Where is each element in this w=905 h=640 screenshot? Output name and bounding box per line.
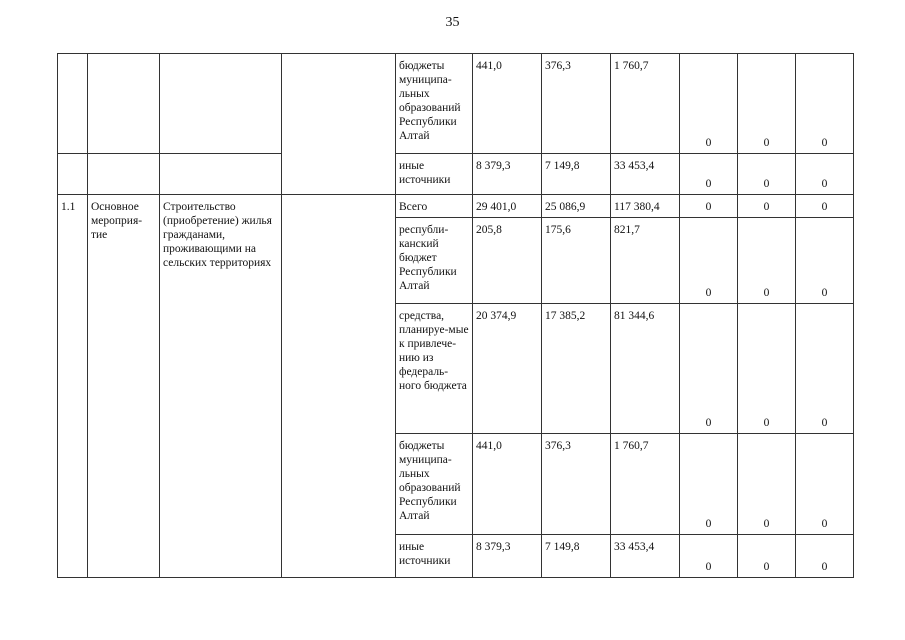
funding-source: республи-канский бюджет Республики Алтай (396, 218, 473, 304)
value-cell: 0 (680, 195, 738, 218)
measure-title: Строительство (приобретение) жилья гражданами, проживающими на сельских территориях (160, 195, 282, 578)
value-cell: 376,3 (542, 434, 611, 535)
value-cell: 1 760,7 (611, 434, 680, 535)
value-cell: 0 (738, 535, 796, 578)
value-cell: 20 374,9 (473, 304, 542, 434)
empty-cell (282, 54, 396, 195)
value-cell: 0 (796, 535, 854, 578)
empty-cell (282, 195, 396, 578)
value-cell: 821,7 (611, 218, 680, 304)
funding-source: средства, планируе-мые к привлече-нию из федераль-ного бюджета (396, 304, 473, 434)
value-cell: 0 (680, 535, 738, 578)
empty-cell (88, 154, 160, 195)
empty-cell (58, 154, 88, 195)
value-cell: 0 (796, 218, 854, 304)
empty-cell (58, 54, 88, 154)
funding-source: бюджеты муниципа-льных образований Республики Алтай (396, 54, 473, 154)
value-cell: 441,0 (473, 54, 542, 154)
empty-cell (160, 154, 282, 195)
value-cell: 117 380,4 (611, 195, 680, 218)
value-cell: 0 (680, 54, 738, 154)
value-cell: 0 (796, 195, 854, 218)
value-cell: 17 385,2 (542, 304, 611, 434)
value-cell: 7 149,8 (542, 154, 611, 195)
value-cell: 205,8 (473, 218, 542, 304)
value-cell: 0 (680, 218, 738, 304)
value-cell: 8 379,3 (473, 535, 542, 578)
value-cell: 0 (796, 304, 854, 434)
value-cell: 376,3 (542, 54, 611, 154)
funding-source: иные источники (396, 154, 473, 195)
table-row (58, 54, 854, 154)
value-cell: 81 344,6 (611, 304, 680, 434)
value-cell: 1 760,7 (611, 54, 680, 154)
value-cell: 0 (738, 54, 796, 154)
value-cell: 33 453,4 (611, 535, 680, 578)
value-cell: 25 086,9 (542, 195, 611, 218)
value-cell: 0 (738, 154, 796, 195)
value-cell: 441,0 (473, 434, 542, 535)
funding-source: иные источники (396, 535, 473, 578)
value-cell: 0 (738, 218, 796, 304)
funding-source: Всего (396, 195, 473, 218)
value-cell: 29 401,0 (473, 195, 542, 218)
value-cell: 0 (680, 434, 738, 535)
value-cell: 0 (680, 304, 738, 434)
empty-cell (88, 54, 160, 154)
value-cell: 0 (796, 154, 854, 195)
value-cell: 7 149,8 (542, 535, 611, 578)
table-row (58, 154, 854, 195)
table-row (58, 195, 854, 218)
funding-source: бюджеты муниципа-льных образований Республики Алтай (396, 434, 473, 535)
value-cell: 0 (796, 54, 854, 154)
measure-status: Основное мероприя-тие (88, 195, 160, 578)
value-cell: 0 (738, 304, 796, 434)
value-cell: 0 (738, 434, 796, 535)
measure-number: 1.1 (58, 195, 88, 578)
budget-table (57, 53, 854, 578)
value-cell: 33 453,4 (611, 154, 680, 195)
value-cell: 0 (796, 434, 854, 535)
value-cell: 8 379,3 (473, 154, 542, 195)
value-cell: 0 (680, 154, 738, 195)
value-cell: 0 (738, 195, 796, 218)
value-cell: 175,6 (542, 218, 611, 304)
page-number: 35 (445, 15, 460, 30)
empty-cell (160, 54, 282, 154)
